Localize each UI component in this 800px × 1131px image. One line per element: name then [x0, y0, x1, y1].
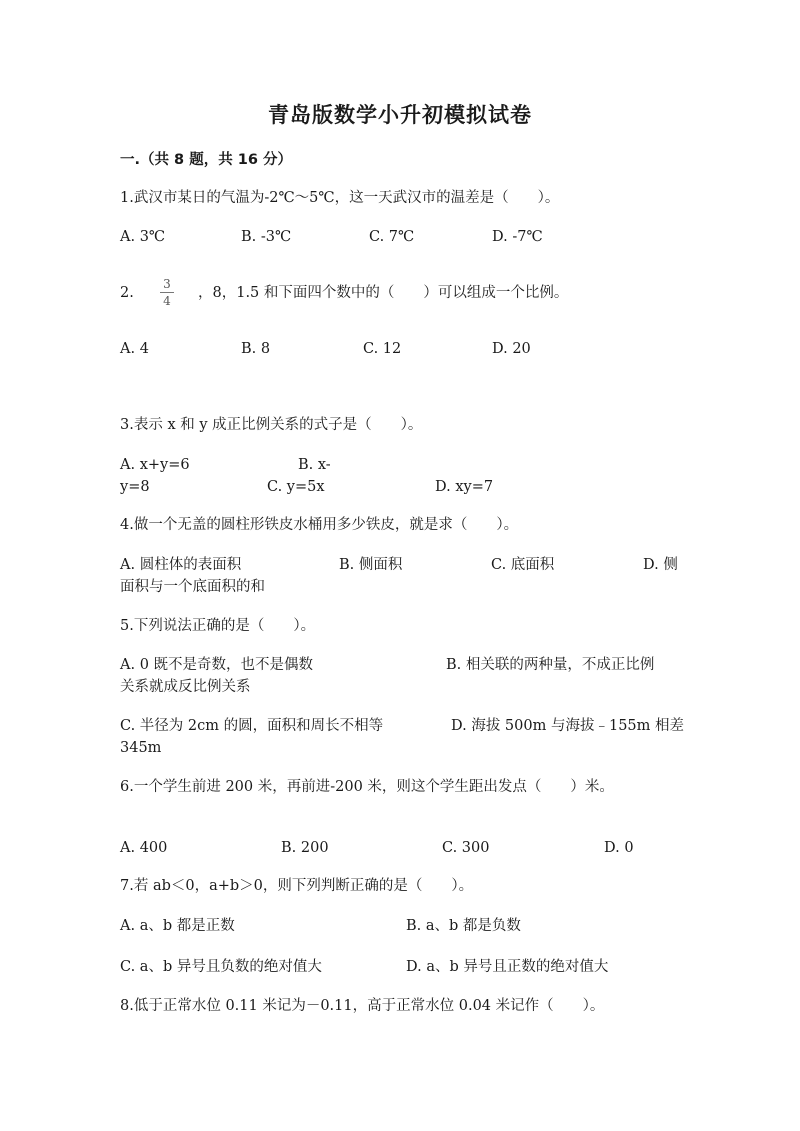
question-6-option-b: B. 200 [281, 840, 329, 856]
question-6-option-d: D. 0 [604, 840, 634, 856]
question-5-option-d-line2: 345m [120, 740, 162, 756]
question-4-option-d-line1: D. 侧 [643, 557, 678, 573]
fraction-denominator: 4 [163, 294, 171, 308]
section-heading: 一.（共 8 题，共 16 分） [120, 152, 292, 168]
question-7-option-b: B. a、b 都是负数 [406, 918, 521, 934]
question-7-stem: 7.若 ab＜0，a+b＞0，则下列判断正确的是（ ）。 [120, 878, 474, 894]
question-1-option-b: B. -3℃ [241, 229, 292, 245]
question-6-option-a: A. 400 [120, 840, 168, 856]
question-2-option-a: A. 4 [120, 341, 149, 357]
page-title: 青岛版数学小升初模拟试卷 [268, 103, 532, 127]
question-4-option-b: B. 侧面积 [339, 557, 403, 573]
question-8-stem: 8.低于正常水位 0.11 米记为－0.11，高于正常水位 0.04 米记作（ ）。 [120, 998, 605, 1014]
question-7-option-d: D. a、b 异号且正数的绝对值大 [406, 959, 609, 975]
question-5-option-d-line1: D. 海拔 500m 与海拔﹣155m 相差 [451, 718, 685, 734]
question-6-option-c: C. 300 [442, 840, 490, 856]
question-4-option-c: C. 底面积 [491, 557, 555, 573]
question-2-option-d: D. 20 [492, 341, 531, 357]
question-1-stem: 1.武汉市某日的气温为-2℃～5℃，这一天武汉市的温差是（ ）。 [120, 190, 560, 206]
question-6-stem: 6.一个学生前进 200 米，再前进-200 米，则这个学生距出发点（ ）米。 [120, 779, 614, 795]
question-1-option-c: C. 7℃ [369, 229, 415, 245]
question-4-option-a: A. 圆柱体的表面积 [120, 557, 242, 573]
question-5-option-c: C. 半径为 2cm 的圆，面积和周长不相等 [120, 718, 384, 734]
question-1-option-d: D. -7℃ [492, 229, 543, 245]
question-7-option-c: C. a、b 异号且负数的绝对值大 [120, 959, 322, 975]
question-5-option-b-line1: B. 相关联的两种量，不成正比例 [446, 657, 655, 673]
question-3-option-b-line1: B. x- [298, 457, 331, 473]
question-2-option-b: B. 8 [241, 341, 271, 357]
fraction-numerator: 3 [160, 277, 174, 293]
question-4-option-d-line2: 面积与一个底面积的和 [120, 579, 265, 595]
question-3-option-a: A. x+y=6 [120, 457, 190, 473]
question-3-option-b-line2: y=8 [120, 479, 150, 495]
question-1-option-a: A. 3℃ [120, 229, 166, 245]
question-2-option-c: C. 12 [363, 341, 402, 357]
question-3-option-d: D. xy=7 [435, 479, 494, 495]
question-7-option-a: A. a、b 都是正数 [120, 918, 235, 934]
question-5-option-a: A. 0 既不是奇数，也不是偶数 [120, 657, 314, 673]
fraction-three-quarters [160, 277, 174, 308]
question-4-stem: 4.做一个无盖的圆柱形铁皮水桶用多少铁皮，就是求（ ）。 [120, 517, 519, 533]
question-3-stem: 3.表示 x 和 y 成正比例关系的式子是（ ）。 [120, 417, 423, 433]
question-2-stem: ，8，1.5 和下面四个数中的（ ）可以组成一个比例。 [198, 285, 569, 301]
question-5-option-b-line2: 关系就成反比例关系 [120, 679, 251, 695]
question-5-stem: 5.下列说法正确的是（ ）。 [120, 618, 316, 634]
question-2-number: 2. [120, 285, 134, 301]
question-3-option-c: C. y=5x [267, 479, 325, 495]
